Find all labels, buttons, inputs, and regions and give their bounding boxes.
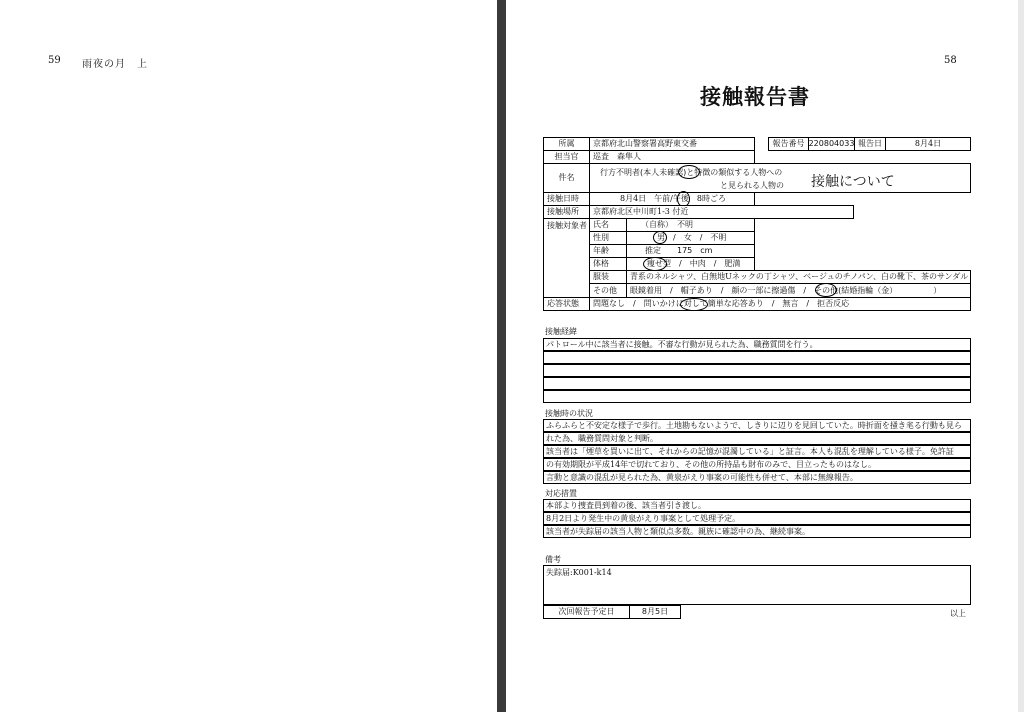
- name-value: （自称） 不明: [626, 218, 755, 232]
- left-page-number: 59: [48, 55, 61, 66]
- status-line: 該当者は「煙草を買いに出て、それからの記憶が混濁している」と証言。本人も混乱を理解している様子。免許証: [543, 445, 971, 458]
- label-sex: 性別: [589, 231, 627, 245]
- report-title: 接触報告書: [700, 85, 810, 109]
- label-place: 接触場所: [543, 205, 590, 219]
- label-name: 氏名: [589, 218, 627, 232]
- label-next-report: 次回報告予定日: [543, 605, 630, 619]
- end-mark: 以上: [950, 609, 966, 618]
- label-response: 応答状態: [543, 297, 590, 311]
- subject-line-2: と見られる人物の: [720, 181, 784, 190]
- section-process-title: 接触経緯: [545, 327, 577, 336]
- left-page: [0, 0, 497, 712]
- action-line: 本部より捜査員到着の後、該当者引き渡し。: [543, 499, 971, 512]
- place-value: 京都府北区中川町1-3 付近: [589, 205, 854, 219]
- label-age: 年齢: [589, 244, 627, 258]
- label-report-no: 報告番号: [768, 137, 809, 151]
- affiliation-value: 京都府北山警察署高野東交番: [589, 137, 755, 151]
- status-line: の有効期限が平成14年で切れており、その他の所持品も財布のみで、目立ったものはなし。: [543, 458, 971, 471]
- action-line: 該当者が失踪届の該当人物と類似点多数。親族に確認中の為、継続事案。: [543, 525, 971, 538]
- section-status-title: 接触時の状況: [545, 409, 593, 418]
- process-line: [543, 364, 971, 377]
- notes-box: 失踪届:K001-k14: [543, 565, 971, 605]
- book-gutter: [497, 0, 506, 712]
- response-value: 問題なし / 問いかけに対して簡単な応答あり / 無言 / 拒否反応: [589, 297, 971, 311]
- sex-value: 男 / 女 / 不明: [626, 231, 755, 245]
- label-report-date: 報告日: [854, 137, 886, 151]
- process-line: パトロール中に該当者に接触。不審な行動が見られた為、職務質問を行う。: [543, 338, 971, 351]
- label-build: 体格: [589, 257, 627, 271]
- hand-circle-other: [815, 283, 837, 297]
- label-subject: 件名: [543, 163, 590, 193]
- report-no-value: 220804033: [808, 137, 855, 151]
- report-date-value: 8月4日: [885, 137, 971, 151]
- process-line: [543, 390, 971, 403]
- status-line: ふらふらと不安定な様子で歩行。土地勘もないようで、しきりに辺りを見回していた。時折面を掻き毟る行動も見ら: [543, 419, 971, 432]
- label-datetime: 接触日時: [543, 192, 590, 206]
- process-line: [543, 351, 971, 364]
- officer-value: 巡査 森隼人: [589, 150, 755, 164]
- subject-handwritten: 接触について: [811, 174, 895, 190]
- hand-circle-response: [680, 298, 708, 311]
- status-line: れた為、職務質問対象と判断。: [543, 432, 971, 445]
- section-notes-title: 備考: [545, 555, 561, 564]
- label-target: 接触対象者: [543, 218, 590, 298]
- label-other: その他: [589, 283, 627, 298]
- other-value: 眼鏡着用 / 帽子あり / 顔の一部に擦過傷 / その他(結婚指輪（金） ）: [626, 283, 971, 298]
- section-action-title: 対応措置: [545, 489, 577, 498]
- label-affiliation: 所属: [543, 137, 590, 151]
- process-line: [543, 377, 971, 390]
- label-officer: 担当官: [543, 150, 590, 164]
- hand-circle-male: [653, 231, 667, 244]
- build-value: 痩せ型 / 中肉 / 肥満: [626, 257, 755, 271]
- next-report-date: 8月5日: [629, 605, 681, 619]
- action-line: 8月2日より発生中の黄泉がえり事案として処理予定。: [543, 512, 971, 525]
- hand-circle-confirmed: [678, 165, 700, 179]
- subject-line-1: 行方不明者(本人未確認)と特徴の類似する人物への: [600, 168, 783, 177]
- page-edge: [1018, 0, 1024, 712]
- age-value: 推定 175 cm: [626, 244, 755, 258]
- right-page-number: 58: [944, 55, 957, 66]
- datetime-value: 8月4日 午前/午後 8時ごろ: [589, 192, 755, 206]
- status-line: 言動と意識の混乱が見られた為、黄泉がえり事案の可能性も併せて、本部に無線報告。: [543, 471, 971, 484]
- label-clothes: 服装: [589, 270, 627, 284]
- running-title: 雨夜の月 上: [82, 59, 148, 70]
- hand-circle-slim: [643, 257, 667, 271]
- clothes-value: 青系のネルシャツ、白無地Uネックの丁シャツ、ベージュのチノパン、白の靴下、茶のサンダル: [626, 270, 971, 284]
